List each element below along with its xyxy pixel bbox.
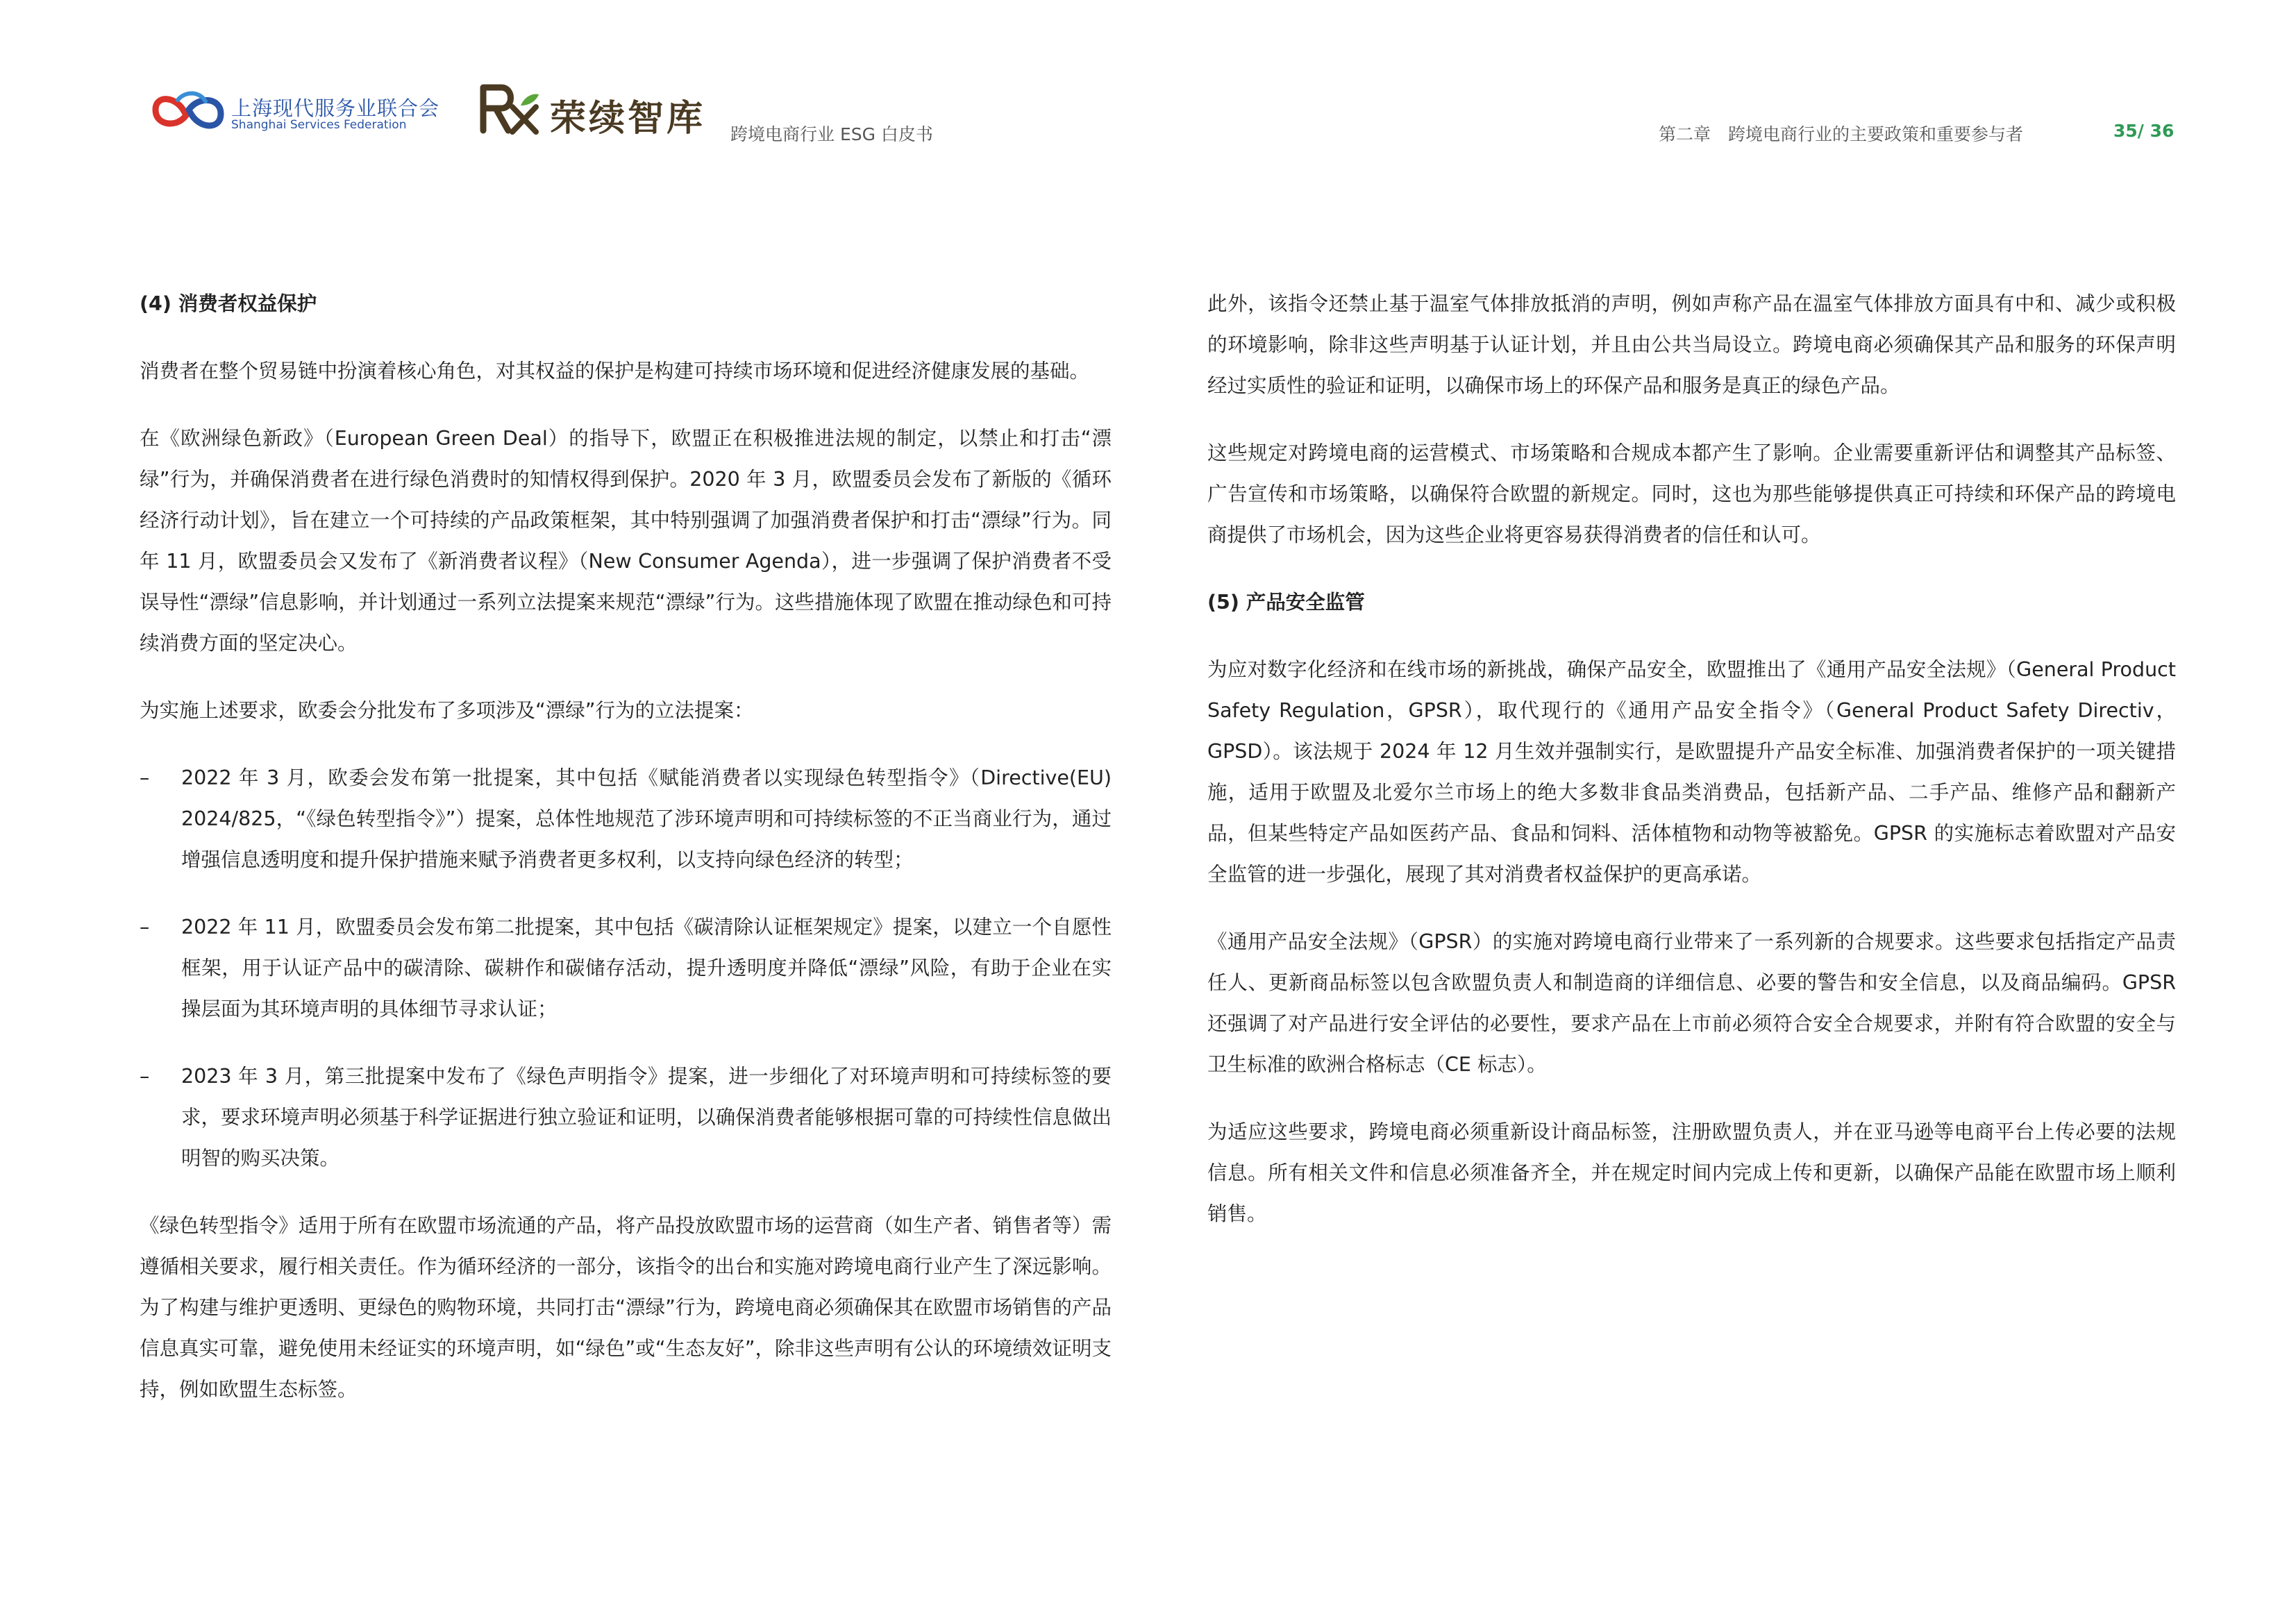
paragraph: 为实施上述要求，欧委会分批发布了多项涉及“漂绿”行为的立法提案： [140,699,754,722]
dash-bullet: – [140,1065,150,1088]
right-column [1207,283,2176,1261]
dash-bullet: – [140,916,150,939]
section-heading-consumer-protection: (4) 消费者权益保护 [140,292,317,315]
org-name-cn: 上海现代服务业联合会 [231,96,440,120]
paragraph: 这些规定对跨境电商的运营模式、市场策略和合规成本都产生了影响。企业需要重新评估和调整其产品标签、广告宣传和市场策略，以确保符合欧盟的新规定。同时，这也为那些能够提供真正可持续和环保产品的跨境电商提供了市场机会，因为这些企业将更容易获得消费者的信任和认可。 [1207,442,2176,546]
paragraph: 消费者在整个贸易链中扮演着核心角色，对其权益的保护是构建可持续市场环境和促进经济健康发展的基础。 [140,360,1090,382]
list-item [140,907,1112,1029]
brand-name: 荣续智库 [550,98,706,140]
proposal-list [140,757,1112,1179]
paragraph: 为适应这些要求，跨境电商必须重新设计商品标签，注册欧盟负责人，并在亚马逊等电商平台上传必要的法规信息。所有相关文件和信息必须准备齐全，并在规定时间内完成上传和更新，以确保产品能在欧盟市场上顺利销售。 [1207,1120,2176,1225]
list-item-text: 2023 年 3 月，第三批提案中发布了《绿色声明指令》提案，进一步细化了对环境声明和可持续标签的要求，要求环境声明必须基于科学证据进行独立验证和证明，以确保消费者能够根据可靠的可持续性信息做出明智的购买决策。 [181,1065,1112,1170]
left-column [140,283,1112,1436]
paragraph: 在《欧洲绿色新政》（European Green Deal）的指导下，欧盟正在积极推进法规的制定，以禁止和打击“漂绿”行为，并确保消费者在进行绿色消费时的知情权得到保护。2020 年 3 月，欧盟委员会发布了新版的《循环经济行动计划》，旨在建立一个可持续的产品政策框架，其中特别强调了加强消费者保护和打击“漂绿”行为。同年 11 月，欧盟委员会又发布了《新消费者议程》（New Consumer Agenda），进一步强调了保护消费者不受误导性“漂绿”信息影响，并计划通过一系列立法提案来规范“漂绿”行为。这些措施体现了欧盟在推动绿色和可持续消费方面的坚定决心。 [140,427,1112,655]
list-item [140,1056,1112,1179]
section-heading-product-safety: (5) 产品安全监管 [1207,591,1365,614]
page-number: 35/ 36 [2113,121,2175,141]
list-item-text: 2022 年 11 月，欧盟委员会发布第二批提案，其中包括《碳清除认证框架规定》提案，以建立一个自愿性框架，用于认证产品中的碳清除、碳耕作和碳储存活动，提升透明度并降低“漂绿”风险，有助于企业在实操层面为其环境声明的具体细节寻求认证； [181,916,1112,1020]
list-item [140,757,1112,880]
org-name-en: Shanghai Services Federation [231,118,407,132]
shanghai-services-federation-logo-icon [150,85,226,140]
list-item-text: 2022 年 3 月，欧委会发布第一批提案，其中包括《赋能消费者以实现绿色转型指令》（Directive(EU) 2024/825，“《绿色转型指令》”）提案，总体性地规范了涉环境声明和可持续标签的不正当商业行为，通过增强信息透明度和提升保护措施来赋予消费者更多权利，以支持向绿色经济的转型； [181,766,1112,871]
paragraph: 为应对数字化经济和在线市场的新挑战，确保产品安全，欧盟推出了《通用产品安全法规》（General Product Safety Regulation，GPSR），取代现行的《通用产品安全指令》（General Product Safety Directiv，GPSD）。该法规于 2024 年 12 月生效并强制实行，是欧盟提升产品安全标准、加强消费者保护的一项关键措施，适用于欧盟及北爱尔兰市场上的绝大多数非食品类消费品，包括新产品、二手产品、维修产品和翻新产品，但某些特定产品如医药产品、食品和饲料、活体植物和动物等被豁免。GPSR 的实施标志着欧盟对产品安全监管的进一步强化，展现了其对消费者权益保护的更高承诺。 [1207,658,2176,886]
paragraph: 此外，该指令还禁止基于温室气体排放抵消的声明，例如声称产品在温室气体排放方面具有中和、减少或积极的环境影响，除非这些声明基于认证计划，并且由公共当局设立。跨境电商必须确保其产品和服务的环保声明经过实质性的验证和证明，以确保市场上的环保产品和服务是真正的绿色产品。 [1207,292,2176,397]
dash-bullet: – [140,766,150,789]
rongxu-logo-icon [478,82,542,137]
paragraph: 《绿色转型指令》适用于所有在欧盟市场流通的产品，将产品投放欧盟市场的运营商（如生产者、销售者等）需遵循相关要求，履行相关责任。作为循环经济的一部分，该指令的出台和实施对跨境电商行业产生了深远影响。为了构建与维护更透明、更绿色的购物环境，共同打击“漂绿”行为，跨境电商必须确保其在欧盟市场销售的产品信息真实可靠，避免使用未经证实的环境声明，如“绿色”或“生态友好”，除非这些声明有公认的环境绩效证明支持，例如欧盟生态标签。 [140,1214,1112,1401]
page-header [0,0,2296,180]
paragraph: 《通用产品安全法规》（GPSR）的实施对跨境电商行业带来了一系列新的合规要求。这些要求包括指定产品责任人、更新商品标签以包含欧盟负责人和制造商的详细信息、必要的警告和安全信息，以及商品编码。GPSR 还强调了对产品进行安全评估的必要性，要求产品在上市前必须符合安全合规要求，并附有符合欧盟的安全与卫生标准的欧洲合格标志（CE 标志）。 [1207,930,2176,1076]
document-title: 跨境电商行业 ESG 白皮书 [730,124,933,144]
chapter-title: 第二章 跨境电商行业的主要政策和重要参与者 [1658,124,2023,144]
